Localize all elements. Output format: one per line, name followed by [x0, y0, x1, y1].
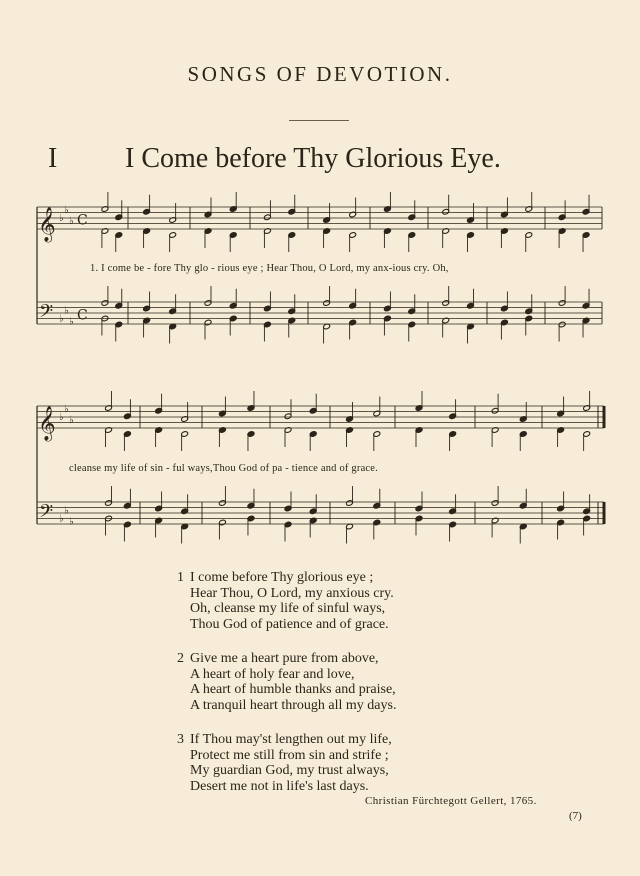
- lyrics-line-2: cleanse my life of sin - ful ways,Thou God of pa - tience and of grace.: [69, 463, 378, 474]
- treble-clef-icon: 𝄞: [38, 406, 56, 441]
- verse-line: Oh, cleanse my life of sinful ways,: [190, 601, 386, 617]
- hymn-number: I: [48, 143, 58, 174]
- lyrics-line-1: 1. I come be - fore Thy glo - rious eye ; Hear Thou, O Lord, my anx-ious cry. Oh,: [90, 263, 449, 274]
- verse-number: 3: [177, 732, 184, 747]
- verse-line: Thou God of patience and of grace.: [190, 616, 389, 632]
- section-title: SONGS OF DEVOTION.: [187, 62, 453, 86]
- verse-line: A heart of holy fear and love,: [190, 666, 355, 682]
- flat-icon: ♭: [59, 313, 64, 325]
- verse-line: Give me a heart pure from above,: [190, 651, 379, 666]
- flat-icon: ♭: [64, 305, 69, 317]
- flat-icon: ♭: [59, 513, 64, 525]
- bass-clef-icon: 𝄢: [39, 301, 54, 327]
- flat-icon: ♭: [64, 403, 69, 415]
- verse-line: If Thou may'st lengthen out my life,: [190, 732, 392, 747]
- verse-number: 1: [177, 570, 184, 585]
- flat-icon: ♭: [69, 215, 74, 227]
- flat-icon: ♭: [69, 316, 74, 328]
- verse-line: Protect me still from sin and strife ;: [190, 747, 389, 763]
- flat-icon: ♭: [69, 414, 74, 426]
- time-signature: C: [77, 307, 88, 324]
- flat-icon: ♭: [64, 505, 69, 517]
- hymn-title: I Come before Thy Glorious Eye.: [125, 143, 501, 174]
- treble-clef-icon: 𝄞: [38, 207, 56, 242]
- verse-line: Hear Thou, O Lord, my anxious cry.: [190, 585, 394, 601]
- verse-line: A heart of humble thanks and praise,: [190, 682, 396, 698]
- verse-line: Desert me not in life's last days.: [190, 778, 369, 794]
- bass-clef-icon: 𝄢: [39, 501, 54, 527]
- verse-line: My guardian God, my trust always,: [190, 763, 389, 779]
- page-number: (7): [569, 810, 582, 822]
- verse-number: 2: [177, 651, 184, 666]
- verse-line: A tranquil heart through all my days.: [190, 697, 397, 713]
- author-credit: Christian Fürchtegott Gellert, 1765.: [365, 795, 537, 807]
- time-signature: C: [77, 212, 88, 229]
- flat-icon: ♭: [59, 412, 64, 423]
- flat-icon: ♭: [59, 213, 64, 224]
- flat-icon: ♭: [64, 204, 69, 216]
- verse-line: I come before Thy glorious eye ;: [190, 570, 374, 585]
- flat-icon: ♭: [69, 516, 74, 528]
